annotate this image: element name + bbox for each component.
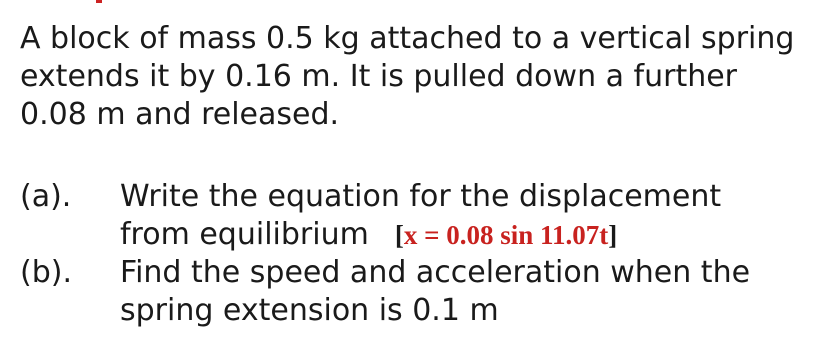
- top-edge-mark: [96, 0, 102, 3]
- question-a-answer: [395, 220, 617, 250]
- question-a-line-2-text: from equilibrium: [120, 217, 369, 252]
- problem-statement: [20, 20, 810, 134]
- question-a-label: (a).: [20, 179, 72, 214]
- question-a-body: [120, 178, 810, 254]
- problem-line-2: extends it by 0.16 m. It is pulled down a further: [20, 59, 738, 94]
- question-b-line-1: Find the speed and acceleration when the: [120, 255, 751, 290]
- answer-close-bracket: ]: [608, 220, 618, 250]
- problem-line-1: A block of mass 0.5 kg attached to a vertical spring: [20, 21, 795, 56]
- question-b-line-2: spring extension is 0.1 m: [120, 293, 499, 328]
- question-b-body: [120, 254, 810, 330]
- question-a-line-2: [120, 216, 810, 254]
- problem-line-3: 0.08 m and released.: [20, 97, 340, 132]
- answer-open-bracket: [: [394, 220, 404, 250]
- answer-equation: x = 0.08 sin 11.07t: [403, 220, 609, 250]
- question-a-line-1: Write the equation for the displacement: [120, 179, 722, 214]
- question-b-label: (b).: [20, 255, 72, 290]
